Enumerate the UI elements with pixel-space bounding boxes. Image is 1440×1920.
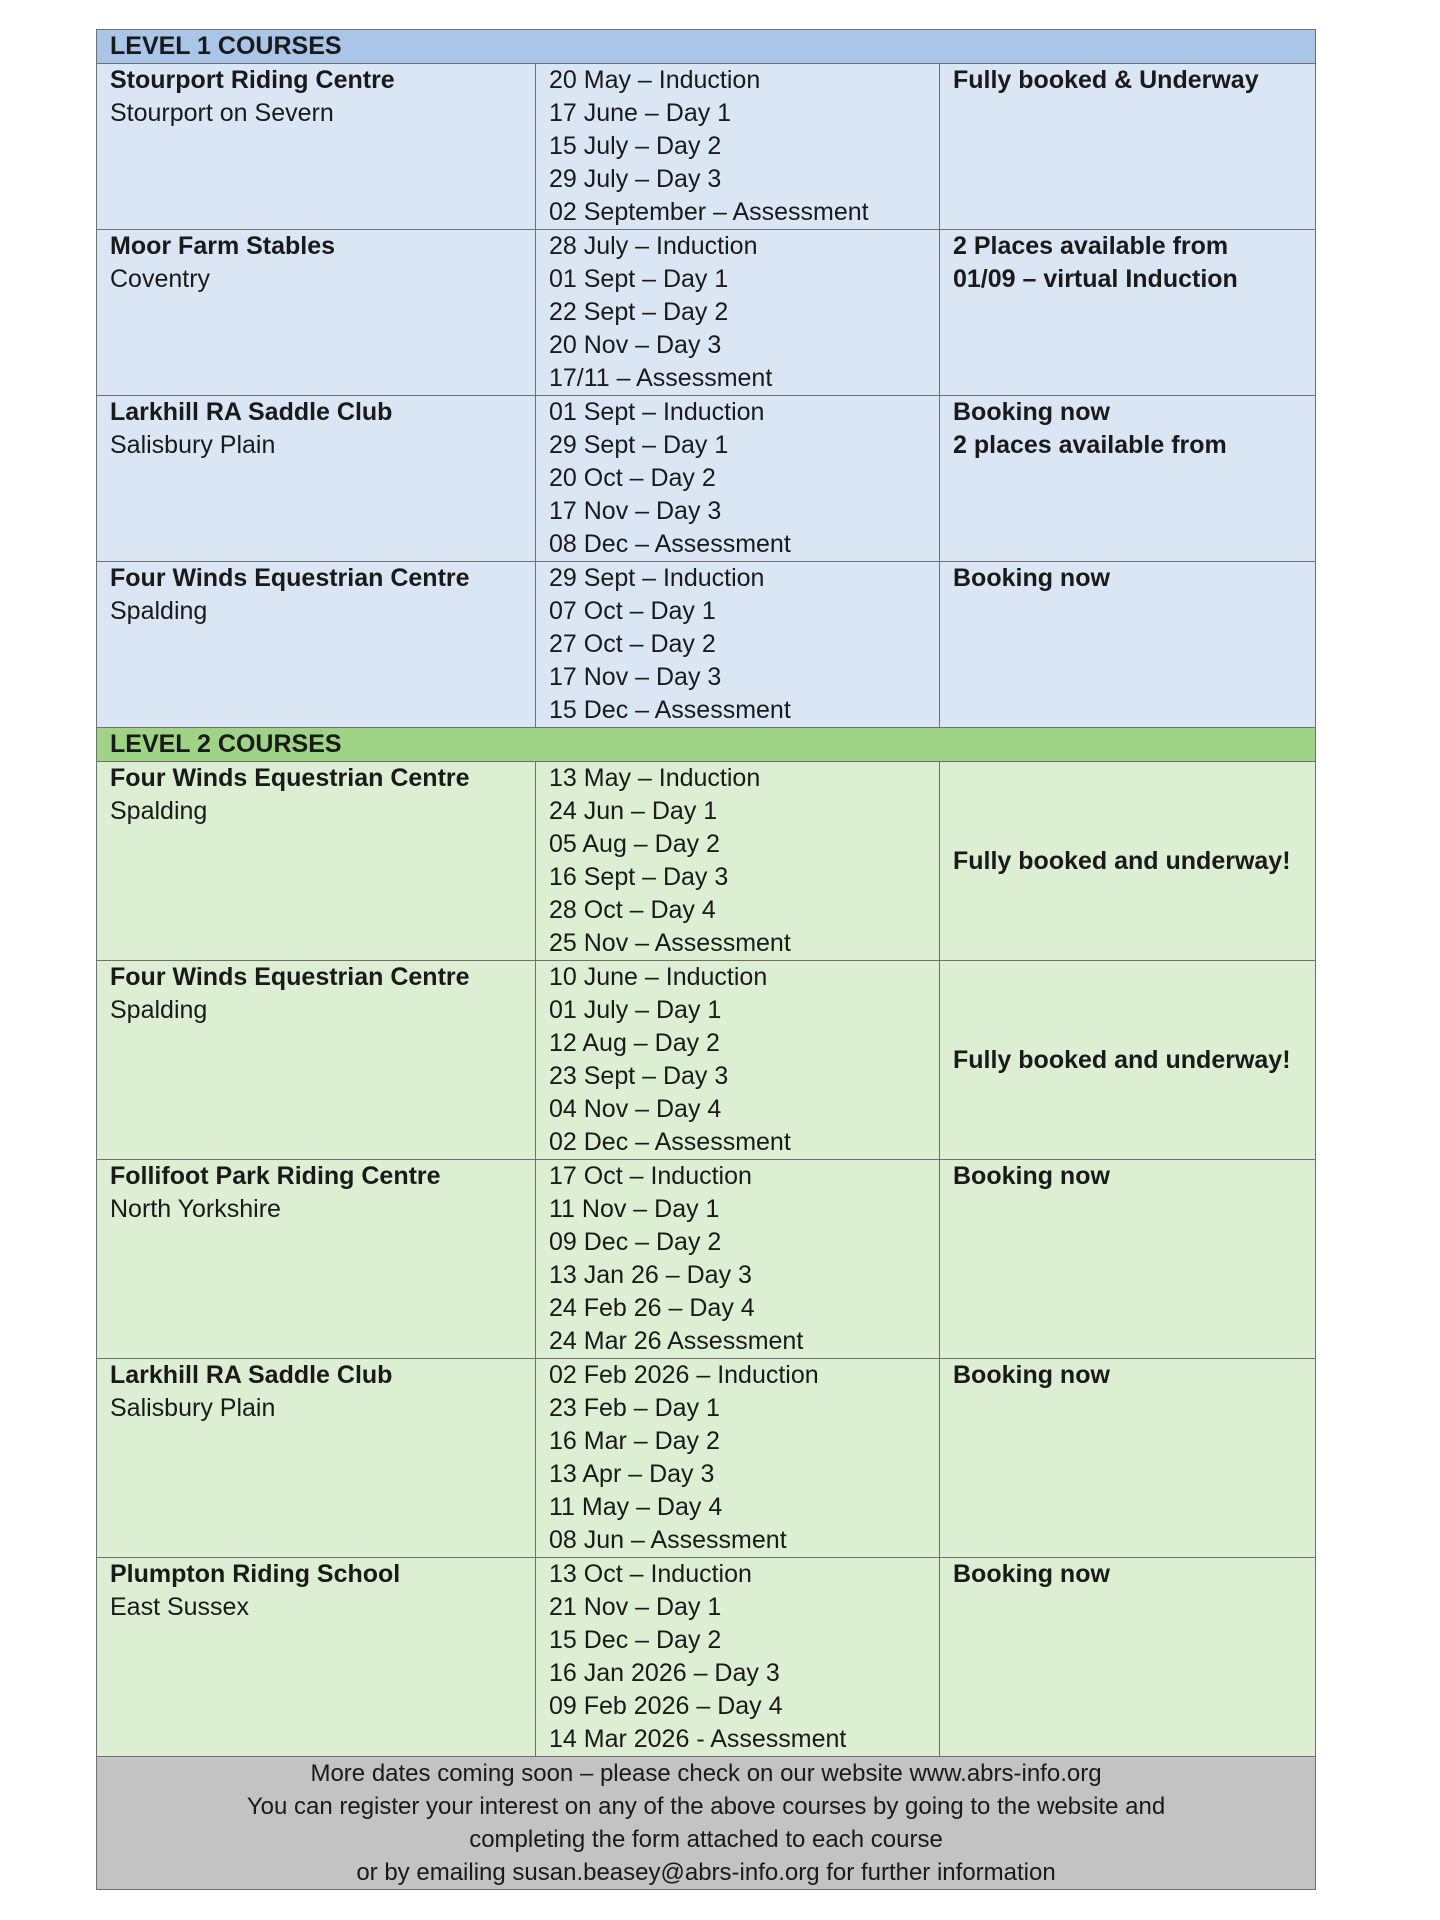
date-line: 15 Dec – Day 2: [549, 1626, 722, 1654]
venue-name: Follifoot Park Riding Centre: [110, 1162, 441, 1190]
course-row: [97, 1558, 1316, 1757]
venue-cell: [97, 1359, 536, 1558]
venue-name: Stourport Riding Centre: [110, 66, 395, 94]
date-line: 20 Oct – Day 2: [549, 464, 716, 492]
date-line: 11 Nov – Day 1: [549, 1195, 720, 1223]
course-row: [97, 1359, 1316, 1558]
status-cell: [940, 1558, 1316, 1757]
venue-cell: [97, 762, 536, 961]
date-line: 29 Sept – Day 1: [549, 431, 729, 459]
date-line: 20 Nov – Day 3: [549, 331, 722, 359]
footer-line: or by emailing susan.beasey@abrs-info.org for further information: [356, 1859, 1056, 1886]
date-line: 09 Dec – Day 2: [549, 1228, 722, 1256]
date-line: 01 Sept – Day 1: [549, 265, 729, 293]
date-line: 28 Oct – Day 4: [549, 896, 716, 924]
dates-cell: [536, 1160, 940, 1359]
dates-cell: [536, 1359, 940, 1558]
date-line: 05 Aug – Day 2: [549, 830, 720, 858]
date-line: 20 May – Induction: [549, 66, 761, 94]
status-line: Fully booked and underway!: [953, 1045, 1291, 1074]
footer-line: You can register your interest on any of the above courses by going to the website and: [246, 1793, 1166, 1820]
dates-cell: [536, 64, 940, 230]
dates-cell: [536, 762, 940, 961]
date-line: 13 Jan 26 – Day 3: [549, 1261, 752, 1289]
course-schedule: [96, 29, 1315, 1890]
date-line: 29 Sept – Induction: [549, 564, 765, 592]
level1-heading: LEVEL 1 COURSES: [97, 30, 1316, 64]
venue-name: Plumpton Riding School: [110, 1560, 401, 1588]
date-line: 22 Sept – Day 2: [549, 298, 729, 326]
status-line: 2 Places available from: [953, 232, 1229, 260]
date-line: 07 Oct – Day 1: [549, 597, 716, 625]
venue-cell: [97, 230, 536, 396]
dates-cell: [536, 961, 940, 1160]
venue-location: Spalding: [110, 597, 208, 625]
dates-cell: [536, 396, 940, 562]
date-line: 17/11 – Assessment: [549, 364, 773, 392]
date-line: 15 July – Day 2: [549, 132, 722, 160]
venue-location: Salisbury Plain: [110, 431, 276, 459]
date-line: 04 Nov – Day 4: [549, 1095, 722, 1123]
status-line: 2 places available from: [953, 431, 1227, 459]
date-line: 24 Feb 26 – Day 4: [549, 1294, 755, 1322]
footer-line: More dates coming soon – please check on our website www.abrs-info.org: [310, 1760, 1102, 1787]
date-line: 28 July – Induction: [549, 232, 758, 260]
venue-cell: [97, 64, 536, 230]
date-line: 15 Dec – Assessment: [549, 696, 791, 724]
venue-name: Four Winds Equestrian Centre: [110, 963, 470, 991]
date-line: 13 Apr – Day 3: [549, 1460, 715, 1488]
level2-header-row: [97, 728, 1316, 762]
date-line: 25 Nov – Assessment: [549, 929, 791, 957]
date-line: 27 Oct – Day 2: [549, 630, 716, 658]
venue-cell: [97, 562, 536, 728]
status-cell: [940, 230, 1316, 396]
venue-cell: [97, 961, 536, 1160]
dates-cell: [536, 562, 940, 728]
venue-cell: [97, 1558, 536, 1757]
date-line: 08 Dec – Assessment: [549, 530, 791, 558]
venue-location: North Yorkshire: [110, 1195, 281, 1223]
venue-cell: [97, 1160, 536, 1359]
dates-cell: [536, 1558, 940, 1757]
date-line: 17 Oct – Induction: [549, 1162, 752, 1190]
venue-cell: [97, 396, 536, 562]
venue-location: Coventry: [110, 265, 211, 293]
date-line: 08 Jun – Assessment: [549, 1526, 787, 1554]
course-table: [96, 29, 1316, 1890]
footer-row: [97, 1757, 1316, 1890]
date-line: 16 Jan 2026 – Day 3: [549, 1659, 780, 1687]
venue-name: Larkhill RA Saddle Club: [110, 1361, 393, 1389]
venue-name: Larkhill RA Saddle Club: [110, 398, 393, 426]
date-line: 29 July – Day 3: [549, 165, 722, 193]
status-line: Booking now: [953, 1361, 1110, 1389]
date-line: 10 June – Induction: [549, 963, 768, 991]
course-row: [97, 1160, 1316, 1359]
date-line: 02 September – Assessment: [549, 198, 869, 226]
footer-note: [97, 1757, 1316, 1890]
status-cell: [940, 396, 1316, 562]
venue-location: Spalding: [110, 996, 208, 1024]
date-line: 01 Sept – Induction: [549, 398, 765, 426]
course-row: [97, 562, 1316, 728]
level2-heading: LEVEL 2 COURSES: [97, 728, 1316, 762]
date-line: 13 Oct – Induction: [549, 1560, 752, 1588]
date-line: 12 Aug – Day 2: [549, 1029, 720, 1057]
date-line: 17 Nov – Day 3: [549, 663, 722, 691]
venue-location: Salisbury Plain: [110, 1394, 276, 1422]
status-line: Booking now: [953, 398, 1110, 426]
status-line: Fully booked & Underway: [953, 66, 1259, 94]
course-row: [97, 64, 1316, 230]
date-line: 16 Sept – Day 3: [549, 863, 729, 891]
level1-header-row: [97, 30, 1316, 64]
dates-cell: [536, 230, 940, 396]
date-line: 23 Feb – Day 1: [549, 1394, 720, 1422]
date-line: 16 Mar – Day 2: [549, 1427, 720, 1455]
date-line: 02 Dec – Assessment: [549, 1128, 791, 1156]
date-line: 24 Jun – Day 1: [549, 797, 718, 825]
status-cell: [940, 64, 1316, 230]
date-line: 13 May – Induction: [549, 764, 761, 792]
course-row: [97, 396, 1316, 562]
status-cell: [940, 762, 1316, 961]
date-line: 14 Mar 2026 - Assessment: [549, 1725, 847, 1753]
status-line: Booking now: [953, 1560, 1110, 1588]
venue-name: Moor Farm Stables: [110, 232, 336, 260]
venue-location: Stourport on Severn: [110, 99, 334, 127]
date-line: 11 May – Day 4: [549, 1493, 723, 1521]
venue-name: Four Winds Equestrian Centre: [110, 564, 470, 592]
venue-location: Spalding: [110, 797, 208, 825]
course-row: [97, 762, 1316, 961]
status-cell: [940, 961, 1316, 1160]
status-line: Fully booked and underway!: [953, 846, 1291, 875]
status-cell: [940, 1359, 1316, 1558]
footer-line: completing the form attached to each course: [469, 1826, 943, 1853]
status-line: Booking now: [953, 1162, 1110, 1190]
status-cell: [940, 1160, 1316, 1359]
date-line: 21 Nov – Day 1: [549, 1593, 722, 1621]
status-line: 01/09 – virtual Induction: [953, 265, 1238, 293]
status-cell: [940, 562, 1316, 728]
date-line: 17 Nov – Day 3: [549, 497, 722, 525]
venue-name: Four Winds Equestrian Centre: [110, 764, 470, 792]
date-line: 01 July – Day 1: [549, 996, 722, 1024]
course-row: [97, 230, 1316, 396]
date-line: 17 June – Day 1: [549, 99, 732, 127]
date-line: 02 Feb 2026 – Induction: [549, 1361, 819, 1389]
status-line: Booking now: [953, 564, 1110, 592]
course-row: [97, 961, 1316, 1160]
venue-location: East Sussex: [110, 1593, 249, 1621]
date-line: 09 Feb 2026 – Day 4: [549, 1692, 783, 1720]
date-line: 24 Mar 26 Assessment: [549, 1327, 804, 1355]
date-line: 23 Sept – Day 3: [549, 1062, 729, 1090]
